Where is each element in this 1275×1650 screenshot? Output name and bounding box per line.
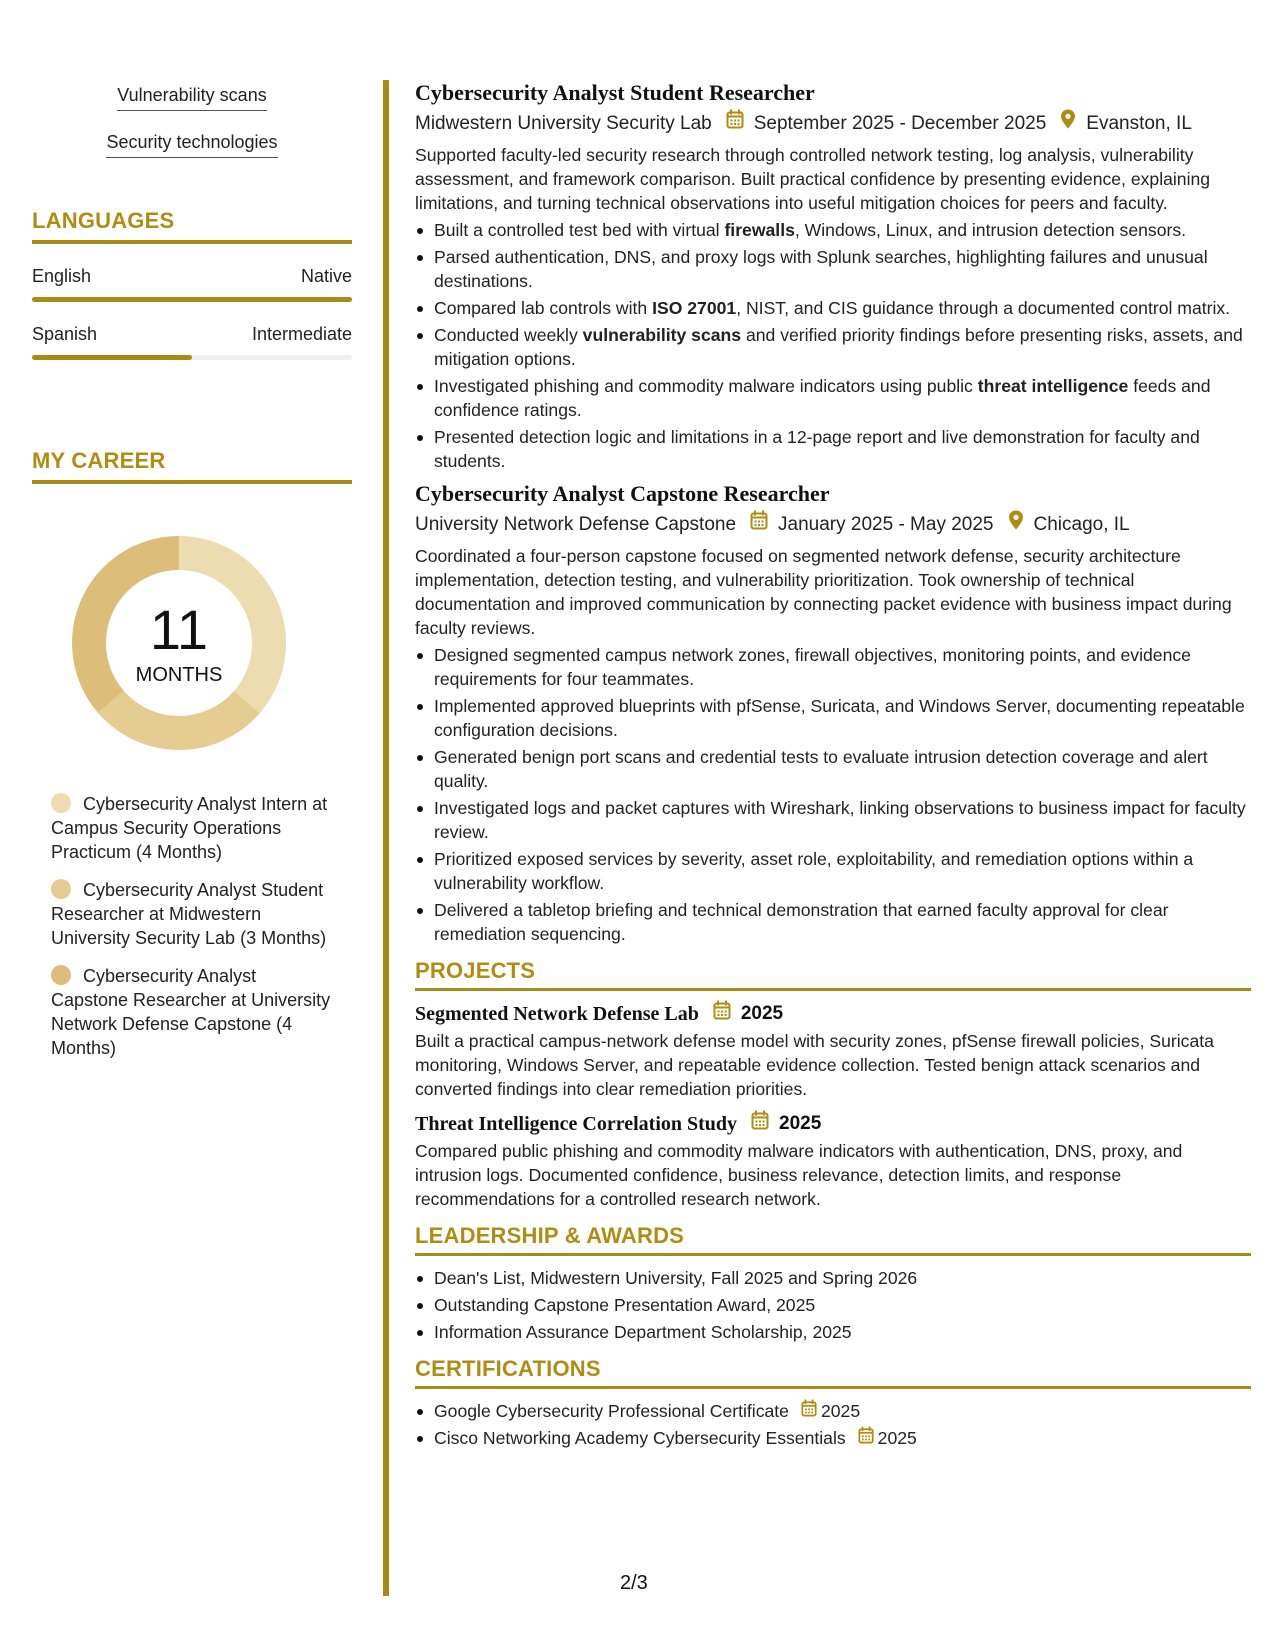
bullet-text: , Windows, Linux, and intrusion detection sensors. bbox=[794, 220, 1187, 240]
project-entry bbox=[415, 1109, 1251, 1211]
project-year: 2025 bbox=[740, 1003, 784, 1024]
languages-section bbox=[32, 208, 352, 360]
experience-entry bbox=[415, 78, 1251, 473]
language-level: Intermediate bbox=[251, 324, 352, 344]
language-level: Native bbox=[300, 266, 352, 286]
project-description: Compared public phishing and commodity malware indicators with authentication, DNS, proxy, and intrusion logs. Documented confidence, business relevance, detection limits, and response recommendations for a controlled research network. bbox=[415, 1141, 1183, 1209]
bullet-text: Implemented approved blueprints with pfSense, Suricata, and Windows Server, documenting repeatable configuration decisions. bbox=[434, 696, 1245, 740]
job-summary: Supported faculty-led security research through controlled network testing, log analysis, vulnerability assessment, and framework comparison. Built practical confidence by presenting evidence, explaining limitations, and turning technical observations into useful mitigation choices for peers and faculty. bbox=[415, 145, 1211, 213]
bullet-text: Investigated phishing and commodity malware indicators using public bbox=[434, 376, 978, 396]
language-item bbox=[32, 266, 352, 302]
main-column bbox=[415, 78, 1251, 1453]
award-item: Outstanding Capstone Presentation Award, 2025 bbox=[415, 1293, 1251, 1317]
career-donut-chart bbox=[66, 530, 292, 756]
certification-item bbox=[415, 1399, 1251, 1423]
job-bullet bbox=[415, 643, 1251, 691]
project-year: 2025 bbox=[779, 1113, 822, 1134]
skill-tag: Security technologies bbox=[106, 131, 277, 158]
language-name: Spanish bbox=[32, 324, 98, 344]
projects-heading: PROJECTS bbox=[415, 958, 1251, 991]
bullet-keyword: ISO 27001 bbox=[652, 298, 737, 318]
job-bullet bbox=[415, 847, 1251, 895]
language-item bbox=[32, 324, 352, 360]
bullet-text: Presented detection logic and limitations in a 12-page report and live demonstration for faculty and students. bbox=[434, 427, 1200, 471]
job-meta bbox=[415, 510, 1251, 540]
job-bullet bbox=[415, 245, 1251, 293]
job-bullet bbox=[415, 694, 1251, 742]
leadership-list bbox=[415, 1266, 1251, 1344]
career-total-unit: MONTHS bbox=[135, 664, 223, 686]
legend-dot bbox=[51, 965, 71, 985]
calendar-icon bbox=[751, 1109, 769, 1139]
award-item: Information Assurance Department Scholarship, 2025 bbox=[415, 1320, 1251, 1344]
career-total-number: 11 bbox=[149, 598, 209, 661]
certification-name: Cisco Networking Academy Cybersecurity Essentials bbox=[434, 1428, 846, 1448]
job-bullet bbox=[415, 296, 1251, 320]
job-bullet bbox=[415, 374, 1251, 422]
job-bullet bbox=[415, 218, 1251, 242]
job-bullet bbox=[415, 323, 1251, 371]
certification-year: 2025 bbox=[820, 1401, 861, 1421]
certifications-list bbox=[415, 1399, 1251, 1450]
language-level-fill bbox=[32, 297, 352, 302]
project-entry bbox=[415, 999, 1251, 1101]
job-bullets bbox=[415, 218, 1251, 473]
career-entry bbox=[51, 964, 331, 1060]
project-description: Built a practical campus-network defense model with security zones, pfSense firewall policies, Suricata monitoring, Windows Server, and repeatable evidence collection. Tested benign attack scenarios and converted findings into clear remediation priorities. bbox=[415, 1031, 1214, 1099]
job-location: Chicago, IL bbox=[1033, 514, 1130, 535]
job-organization: Midwestern University Security Lab bbox=[415, 113, 712, 134]
skill-tag: Vulnerability scans bbox=[117, 84, 266, 111]
page-indicator: 2/3 bbox=[620, 1572, 648, 1594]
language-name: English bbox=[32, 266, 92, 286]
job-location: Evanston, IL bbox=[1086, 113, 1192, 134]
bullet-text: Designed segmented campus network zones, firewall objectives, monitoring points, and evidence requirements for four teammates. bbox=[434, 645, 1191, 689]
language-level-fill bbox=[32, 355, 192, 360]
job-organization: University Network Defense Capstone bbox=[415, 514, 737, 535]
certification-item bbox=[415, 1426, 1251, 1450]
bullet-keyword: threat intelligence bbox=[977, 376, 1129, 396]
bullet-text: Parsed authentication, DNS, and proxy logs with Splunk searches, highlighting failures and unusual destinations. bbox=[434, 247, 1208, 291]
skill-tags bbox=[32, 84, 352, 178]
bullet-text: Conducted weekly bbox=[434, 325, 583, 345]
project-title: Segmented Network Defense Lab bbox=[415, 1003, 699, 1025]
certification-name: Google Cybersecurity Professional Certificate bbox=[434, 1401, 789, 1421]
bullet-text: feeds and confidence ratings. bbox=[434, 376, 1211, 420]
bullet-text: Compared lab controls with bbox=[434, 298, 653, 318]
bullet-text: Prioritized exposed services by severity, asset role, exploitability, and remediation options within a vulnerability workflow. bbox=[434, 849, 1194, 893]
legend-dot bbox=[51, 793, 71, 813]
certification-year: 2025 bbox=[877, 1428, 917, 1448]
career-entry bbox=[51, 792, 331, 864]
bullet-text: and verified priority findings before presenting risks, assets, and mitigation options. bbox=[434, 325, 1243, 369]
career-entry-text: Cybersecurity Analyst Capstone Researcher at University Network Defense Capstone (4 Months) bbox=[51, 966, 331, 1058]
language-level-bar bbox=[32, 355, 352, 360]
job-dates: September 2025 - December 2025 bbox=[753, 113, 1047, 134]
calendar-icon bbox=[801, 1399, 817, 1423]
career-list bbox=[51, 792, 331, 1074]
job-bullet bbox=[415, 745, 1251, 793]
certifications-heading: CERTIFICATIONS bbox=[415, 1356, 1251, 1389]
career-entry-text: Cybersecurity Analyst Intern at Campus Security Operations Practicum (4 Months) bbox=[51, 794, 328, 862]
job-bullet bbox=[415, 898, 1251, 946]
career-section bbox=[32, 448, 352, 1058]
column-divider bbox=[383, 80, 389, 1596]
career-entry bbox=[51, 878, 331, 950]
job-dates: January 2025 - May 2025 bbox=[778, 514, 994, 535]
leadership-section bbox=[415, 1223, 1251, 1344]
experience-entry bbox=[415, 479, 1251, 946]
bullet-text: Generated benign port scans and credential tests to evaluate intrusion detection coverage and alert quality. bbox=[434, 747, 1208, 791]
calendar-icon bbox=[858, 1426, 874, 1450]
bullet-keyword: firewalls bbox=[724, 220, 795, 240]
bullet-text: , NIST, and CIS guidance through a documented control matrix. bbox=[736, 298, 1231, 318]
leadership-heading: LEADERSHIP & AWARDS bbox=[415, 1223, 1251, 1256]
award-item: Dean's List, Midwestern University, Fall 2025 and Spring 2026 bbox=[415, 1266, 1251, 1290]
bullet-text: Delivered a tabletop briefing and technical demonstration that earned faculty approval for clear remediation sequencing. bbox=[434, 900, 1169, 944]
job-bullet bbox=[415, 796, 1251, 844]
map-pin-icon bbox=[1008, 510, 1024, 540]
legend-dot bbox=[51, 879, 71, 899]
bullet-keyword: vulnerability scans bbox=[582, 325, 742, 345]
career-entry-text: Cybersecurity Analyst Student Researcher at Midwestern University Security Lab (3 Months) bbox=[51, 880, 327, 948]
job-summary: Coordinated a four-person capstone focused on segmented network defense, security architecture implementation, detection testing, and vulnerability prioritization. Took ownership of technical documentation and improved communication by connecting packet evidence with business impact during faculty reviews. bbox=[415, 546, 1232, 638]
bullet-text: Investigated logs and packet captures with Wireshark, linking observations to business impact for faculty review. bbox=[434, 798, 1246, 842]
job-title: Cybersecurity Analyst Capstone Researcher bbox=[415, 481, 830, 506]
career-heading: MY CAREER bbox=[32, 448, 352, 484]
job-bullets bbox=[415, 643, 1251, 946]
bullet-text: Built a controlled test bed with virtual bbox=[434, 220, 725, 240]
project-title: Threat Intelligence Correlation Study bbox=[415, 1113, 738, 1135]
certifications-section bbox=[415, 1356, 1251, 1450]
calendar-icon bbox=[726, 109, 744, 139]
language-level-bar bbox=[32, 297, 352, 302]
calendar-icon bbox=[713, 999, 731, 1029]
job-bullet bbox=[415, 425, 1251, 473]
job-meta bbox=[415, 109, 1251, 139]
map-pin-icon bbox=[1060, 109, 1076, 139]
languages-heading: LANGUAGES bbox=[32, 208, 352, 244]
calendar-icon bbox=[750, 510, 768, 540]
job-title: Cybersecurity Analyst Student Researcher bbox=[415, 80, 815, 105]
projects-section bbox=[415, 958, 1251, 1211]
